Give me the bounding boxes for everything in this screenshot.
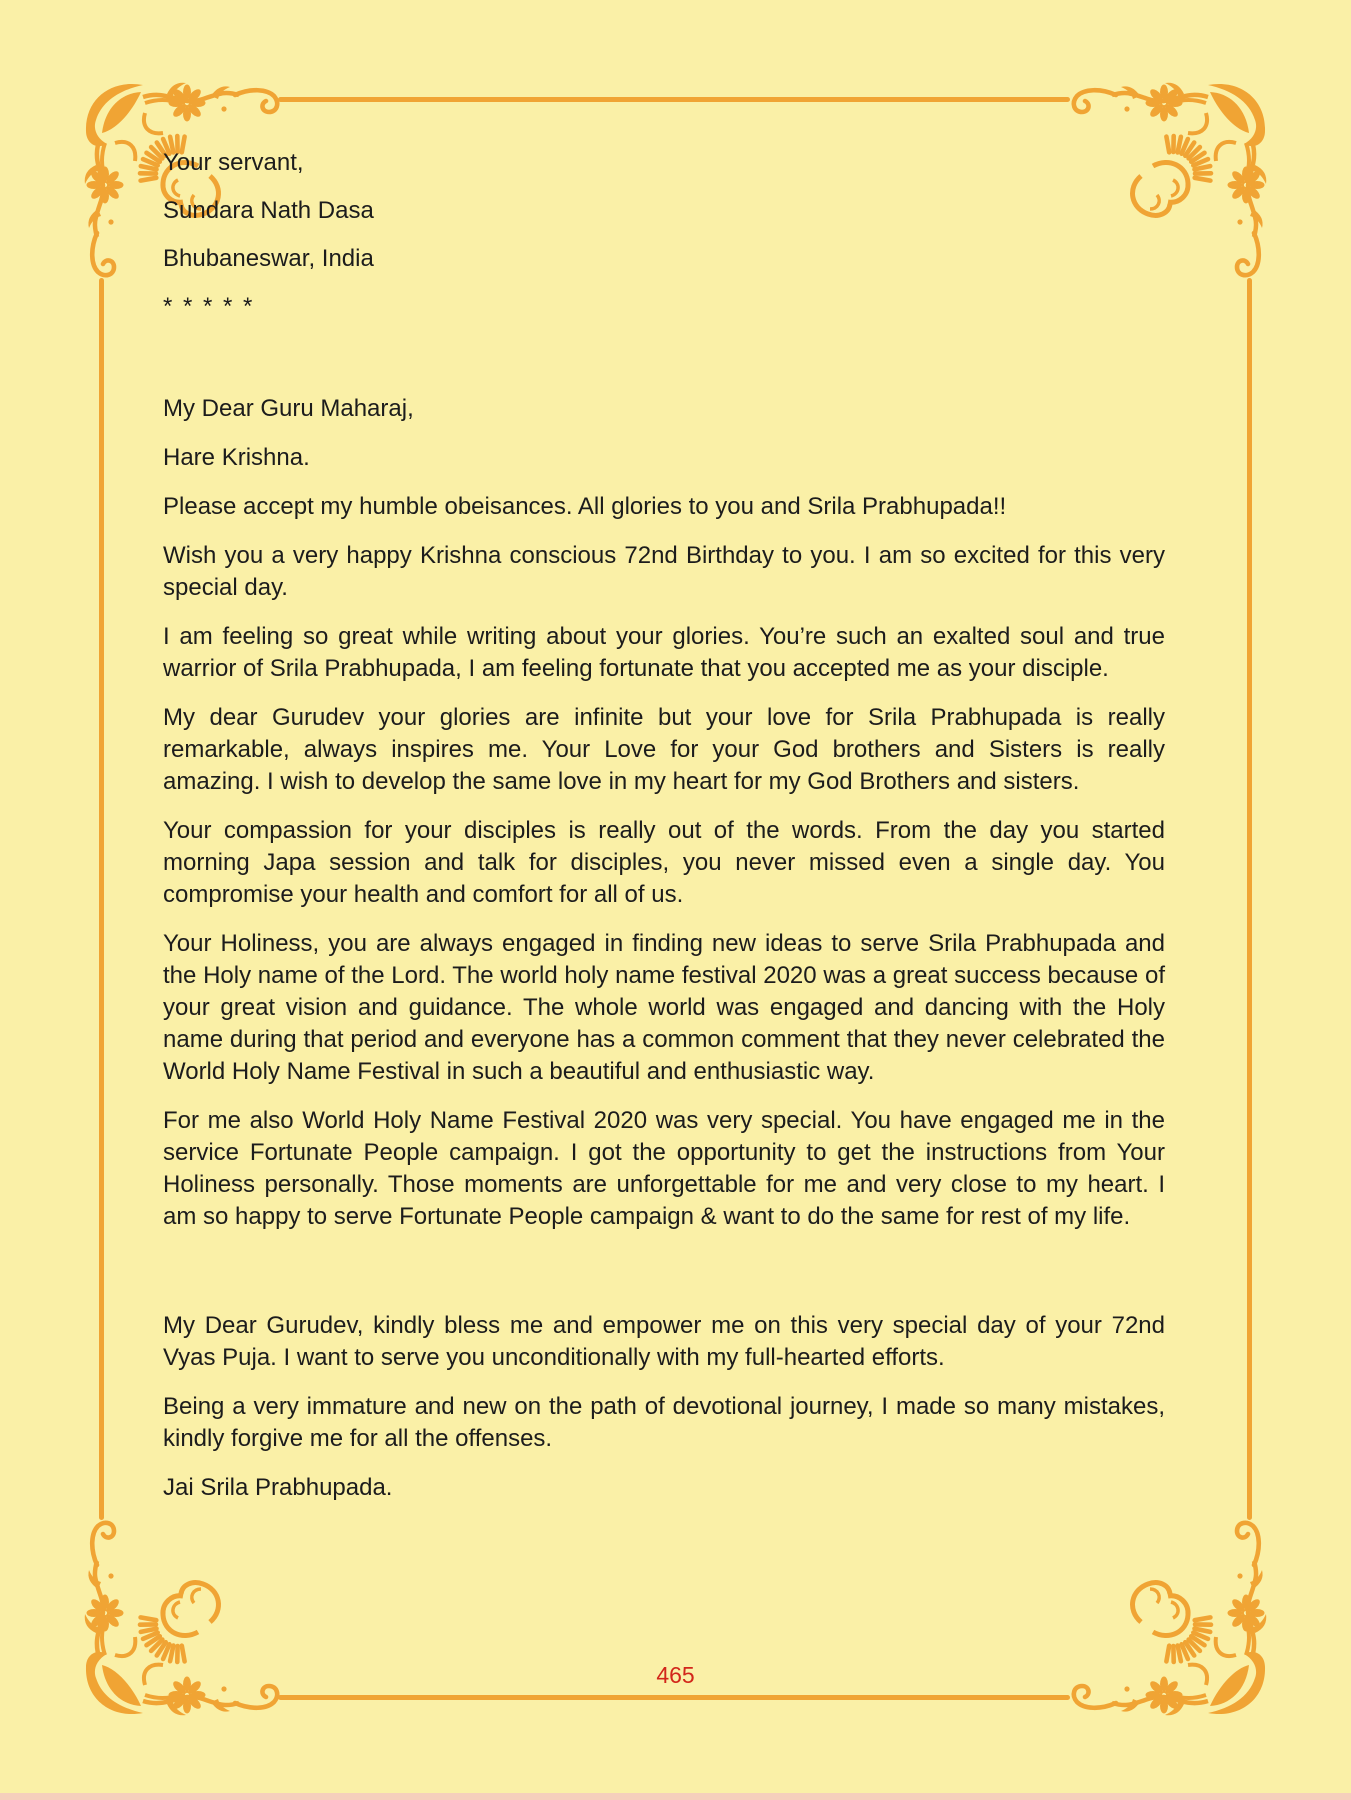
page-number: 465 <box>656 1662 695 1688</box>
frame-border-top <box>278 97 1070 102</box>
letter-paragraph: Being a very immature and new on the path of devotional journey, I made so many mistakes, kindly forgive me for all the offenses. <box>163 1393 1165 1452</box>
letter-paragraph: My Dear Gurudev, kindly bless me and empower me on this very special day of your 72nd Vyas Puja. I want to serve you unconditionally with my full-hearted efforts. <box>163 1312 1165 1371</box>
letter-greeting: Hare Krishna. <box>163 444 310 471</box>
letter-paragraph: Please accept my humble obeisances. All glories to you and Srila Prabhupada!! <box>163 493 1007 520</box>
letter-paragraph: Your compassion for your disciples is really out of the words. From the day you started morning Japa session and talk for disciples, you never missed even a single day. You compromise your health and comfort for all of us. <box>163 817 1165 908</box>
letter-paragraph: Wish you a very happy Krishna conscious 72nd Birthday to you. I am so excited for this very special day. <box>163 542 1165 601</box>
asterisk-separator: * * * * * <box>163 293 255 320</box>
closing-line-your-servant: Your servant, <box>163 149 304 176</box>
letter-paragraph: My dear Gurudev your glories are infinite but your love for Srila Prabhupada is really remarkable, always inspires me. Your Love for your God brothers and Sisters is really amazing. I wish to develop the same love in my heart for my God Brothers and sisters. <box>163 704 1165 795</box>
closing-line-sender-location: Bhubaneswar, India <box>163 245 374 272</box>
letter-paragraph: For me also World Holy Name Festival 2020 was very special. You have engaged me in the service Fortunate People campaign. I got the opportunity to get the instructions from Your Holiness personally. Those moments are unforgettable for me and very close to my heart. I am so happy to serve Fortunate People campaign & want to do the same for rest of my life. <box>163 1107 1165 1230</box>
letter-content <box>163 147 1165 1521</box>
page-bottom-edge <box>0 1793 1351 1800</box>
frame-border-left <box>99 278 104 1520</box>
letter-paragraph: I am feeling so great while writing about your glories. You’re such an exalted soul and true warrior of Srila Prabhupada, I am feeling fortunate that you accepted me as your disciple. <box>163 623 1165 682</box>
letter-paragraph: Your Holiness, you are always engaged in finding new ideas to serve Srila Prabhupada and the Holy name of the Lord. The world holy name festival 2020 was a great success because of your great vision and guidance. The whole world was engaged and dancing with the Holy name during that period and everyone has a common comment that they never celebrated the World Holy Name Festival in such a beautiful and enthusiastic way. <box>163 930 1165 1085</box>
letter-salutation: My Dear Guru Maharaj, <box>163 395 414 422</box>
frame-border-bottom <box>278 1695 1070 1700</box>
letter-paragraph-jai: Jai Srila Prabhupada. <box>163 1474 393 1501</box>
closing-line-sender-name: Sundara Nath Dasa <box>163 197 374 224</box>
frame-border-right <box>1247 278 1252 1520</box>
